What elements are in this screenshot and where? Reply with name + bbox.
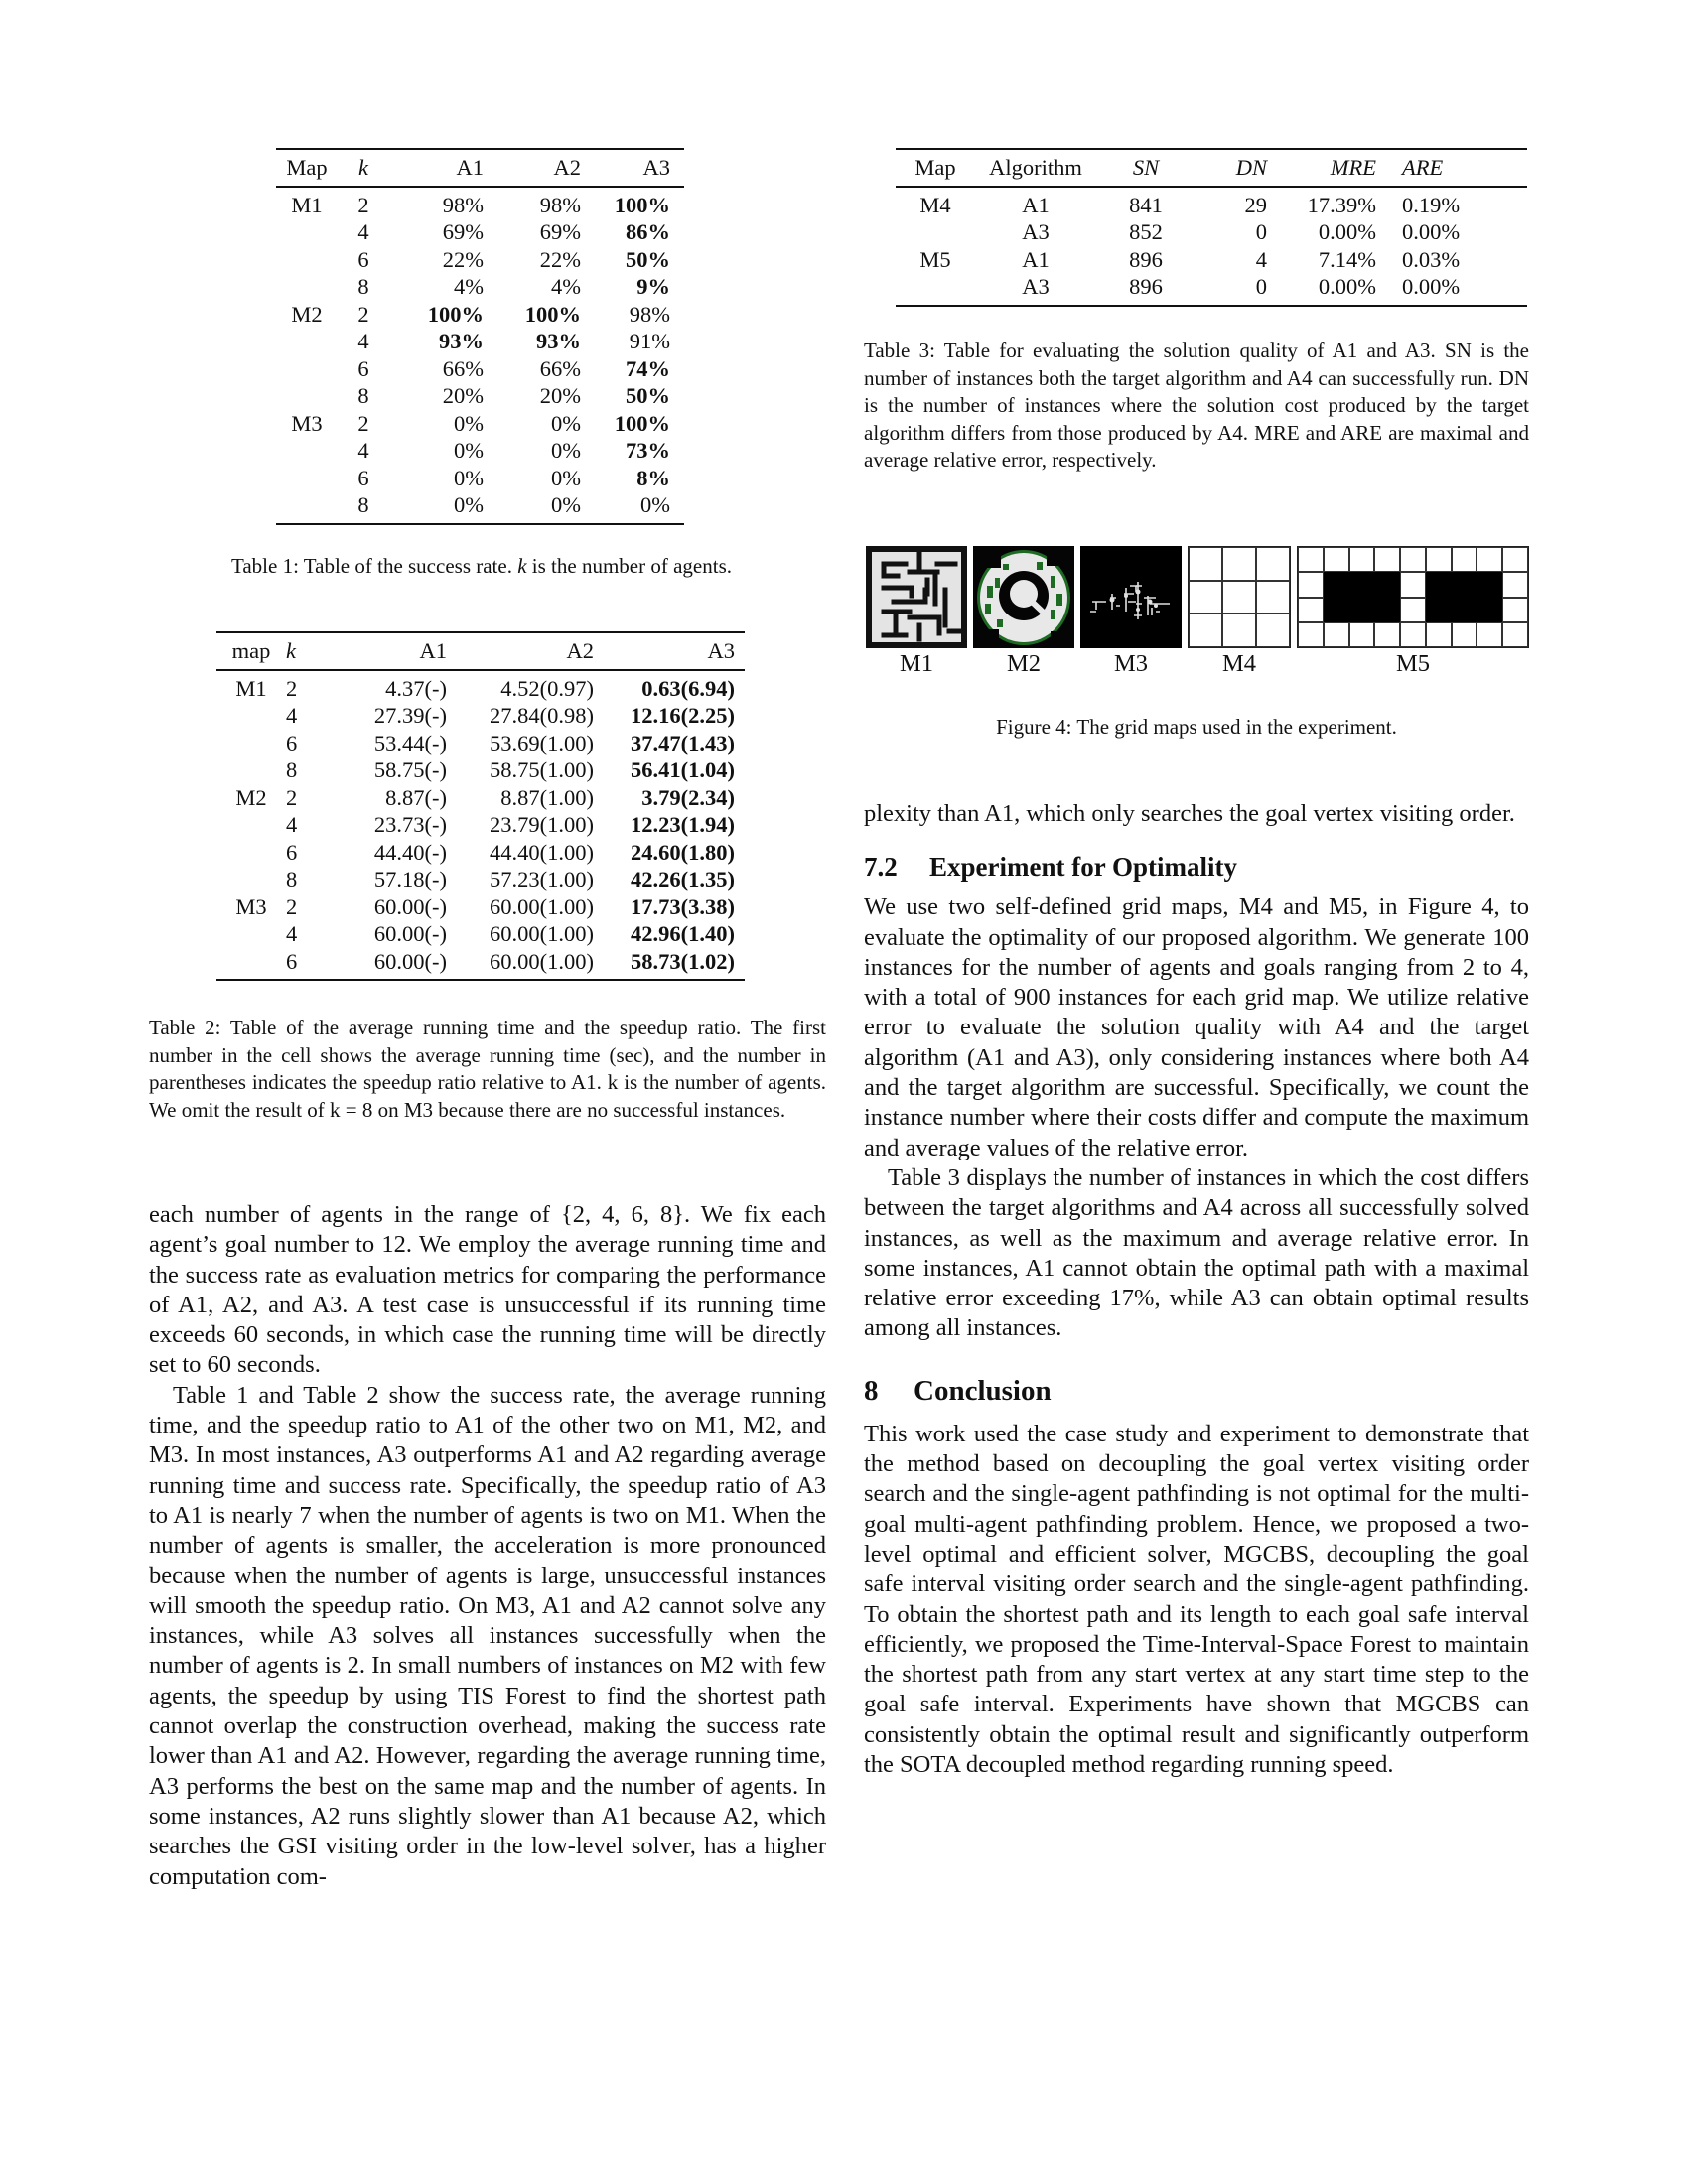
cell-a2: 22% [539,246,581,272]
cell-a1: 69% [442,219,484,244]
cell-sn: 896 [1129,274,1163,299]
cell-k: 6 [286,948,298,974]
cell-a2: 0% [551,410,581,436]
grid-cell [1256,547,1290,581]
map-label-m5: M5 [1395,650,1431,677]
grid-cell [1400,572,1426,597]
table-row [276,328,684,355]
map-label-m2: M2 [1006,650,1042,677]
header-algorithm: Algorithm [989,155,1082,180]
header-are: ARE [1402,155,1444,180]
cell-a3: 73% [626,438,670,463]
cell-a2: 60.00(1.00) [490,921,594,946]
grid-cell [1374,598,1400,622]
map-label-m4: M4 [1221,650,1257,677]
cell-a3: 74% [626,355,670,381]
table-row [216,811,745,839]
table-row [276,246,684,274]
header-map: Map [286,155,328,180]
cell-alg: A3 [1022,219,1050,244]
table-row [216,702,745,730]
grid-cell [1324,622,1349,647]
cell-a1: 0% [454,410,484,436]
table-2-grid [216,631,745,981]
cell-k: 6 [286,730,298,755]
cell-a1: 60.00(-) [373,893,447,919]
circular-map-icon [973,546,1074,648]
cell-map [276,273,338,301]
table-row [216,920,745,948]
cell-k: 4 [286,921,298,946]
cell-alg: A1 [1022,246,1050,272]
cell-dn: 4 [1255,246,1267,272]
grid-cell [1222,614,1256,647]
cell-map [896,273,975,306]
cell-a1: 4% [454,274,484,299]
cell-k: 6 [357,355,369,381]
cell-k: 6 [357,465,369,490]
cell-a3: 12.23(1.94) [631,812,735,837]
table-row [276,187,684,219]
cell-k: 8 [357,274,369,299]
cell-a2: 69% [539,219,581,244]
grid-cell [1452,547,1477,572]
cell-map: M2 [235,784,267,810]
table-2-body [216,670,745,981]
cell-a2: 60.00(1.00) [490,893,594,919]
section-heading-8 [864,1374,1529,1408]
caption-k-symbol: k [517,554,527,578]
cell-a2: 0% [551,465,581,490]
table-row [216,948,745,981]
cell-a2: 66% [539,355,581,381]
cell-a3: 58.73(1.02) [631,948,735,974]
grid-cell [1426,572,1452,597]
caption-text: is the number of agents. [526,554,732,578]
cell-a1: 44.40(-) [373,839,447,865]
table-3-body [896,187,1527,306]
sparse-map-icon [1080,546,1182,648]
left-column-text [149,1200,826,1892]
cell-a2: 20% [539,383,581,408]
grid-cell [1349,572,1375,597]
cell-a2: 4% [551,274,581,299]
cell-a3: 17.73(3.38) [631,893,735,919]
cell-are: 0.00% [1402,274,1461,299]
cell-a3: 3.79(2.34) [641,784,735,810]
cell-map [216,948,286,981]
cell-mre: 0.00% [1318,219,1376,244]
cell-a2: 100% [524,301,581,327]
cell-a2: 27.84(0.98) [490,703,594,728]
grid-cell [1502,622,1528,647]
grid-cell [1374,622,1400,647]
grid-cell [1349,598,1375,622]
grid-cell [1324,547,1349,572]
cell-dn: 29 [1244,192,1267,217]
cell-alg: A1 [1022,192,1050,217]
cell-a1: 100% [427,301,484,327]
table-row [896,246,1527,274]
cell-map [276,218,338,246]
cell-map [276,382,338,410]
header-a1: A1 [419,638,447,663]
cell-a3: 24.60(1.80) [631,839,735,865]
header-a3: A3 [707,638,735,663]
cell-k: 6 [286,839,298,865]
cell-a3: 0% [640,492,670,517]
table-3-caption: Table 3: Table for evaluating the solution quality of A1 and A3. SN is the number of instances both the target algorithm and A4 can successfully run. DN is the number of instances where the solution cost produced by the target algorithm differs from those produced by A4. MRE and ARE are maximal and average relative error, respectively. [864,339,1529,472]
grid-cell [1298,547,1324,572]
grid-cell [1349,622,1375,647]
map-m2-image [973,546,1074,648]
map-m5-grid [1297,546,1529,648]
table-2-header-row [216,632,745,670]
cell-mre: 0.00% [1318,274,1376,299]
cell-a1: 0% [454,465,484,490]
cell-a3: 8% [636,465,670,490]
grid-cell [1426,547,1452,572]
cell-k: 2 [357,192,369,217]
cell-map [896,218,975,246]
header-k: k [286,638,296,663]
header-dn: DN [1235,155,1267,180]
paragraph: Table 1 and Table 2 show the success rate, the average running time, and the speedup ratio to A1 of the other two on M1, M2, and M3. In most instances, A3 outperforms A1 and A2 regarding average running time and success rate. Specifically, the speedup ratio of A3 to A1 is nearly 7 when the number of agents is two on M1. When the number of agents is smaller, the acceleration is more pronounced because when the number of agents is large, unsuccessful instances will smooth the speedup ratio. On M3, A1 and A2 cannot solve any instances, while A3 solves all instances successfully when the number of agents is 2. In small numbers of instances on M2 with few agents, the speedup by using TIS Forest to find the shortest path cannot overlap the construction overhead, making the success rate lower than A1 and A2. However, regarding the average running time, A3 performs the best on the same map and the number of agents. In some instances, A2 runs slightly slower than A1 because A2, which searches the GSI visiting order in the low-level solver, has a higher computation com- [149,1381,826,1890]
cell-map: M3 [291,410,323,436]
table-2-caption: Table 2: Table of the average running time and the speedup ratio. The first number in the cell shows the average running time (sec), and the number in parentheses indicates the speedup ratio relative to A1. k is the number of agents. We omit the result of k = 8 on M3 because there are no successful instances. [149,1016,826,1122]
grid-cell [1400,622,1426,647]
cell-a2: 53.69(1.00) [490,730,594,755]
cell-k: 4 [357,219,369,244]
table-row [896,187,1527,219]
cell-k: 4 [357,438,369,463]
paragraph: This work used the case study and experiment to demonstrate that the method based on decoupling the goal vertex visiting order search and the single-agent pathfinding is not optimal for the multi-goal multi-agent pathfinding problem. Hence, we proposed a two-level optimal and efficient solver, MGCBS, decoupling the goal safe interval visiting order search and the single-agent pathfinding. To obtain the shortest path and its length to each goal safe interval efficiently, we proposed the Time-Interval-Space Forest to maintain the shortest path from any start vertex at any start time step to the goal safe interval. Experiments have shown that MGCBS can consistently obtain the optimal result and significantly outperform the SOTA decoupled method regarding running speed. [864,1420,1529,1779]
cell-a3: 0.63(6.94) [641,675,735,701]
table-row [276,410,684,438]
cell-map: M5 [919,246,951,272]
section-number: 8 [864,1374,879,1407]
grid-cell [1374,572,1400,597]
table-3-grid [896,148,1527,307]
cell-dn: 0 [1255,274,1267,299]
grid-cell [1400,547,1426,572]
table-row [216,730,745,757]
header-k: k [358,155,368,180]
cell-map [216,920,286,948]
figure-4 [864,541,1529,680]
table-1-body [276,187,684,524]
table-1-caption [149,553,814,581]
caption-text: Table 1: Table of the success rate. [230,554,518,578]
grid-cell [1189,614,1222,647]
cell-k: 2 [286,784,298,810]
cell-k: 8 [357,383,369,408]
table-1 [276,148,684,525]
cell-k: 8 [286,757,298,782]
cell-a2: 93% [536,329,581,353]
cell-a1: 27.39(-) [373,703,447,728]
cell-a3: 12.16(2.25) [631,703,735,728]
grid-cell [1374,547,1400,572]
section-number: 7.2 [864,852,898,883]
cell-k: 4 [357,329,369,353]
grid-cell [1189,581,1222,614]
header-a3: A3 [642,155,670,180]
map-m3-image [1080,546,1182,648]
cell-map [276,465,338,492]
cell-a3: 42.96(1.40) [631,921,735,946]
table-3-header-row [896,149,1527,187]
grid-cell [1502,547,1528,572]
cell-a2: 98% [539,192,581,217]
cell-a1: 22% [442,246,484,272]
maze-icon [866,546,967,648]
grid-cell [1452,598,1477,622]
cell-a1: 0% [454,438,484,463]
table-1-header-row [276,149,684,187]
grid-cell [1324,572,1349,597]
cell-map: M2 [291,301,323,327]
cell-are: 0.00% [1402,219,1461,244]
cell-alg: A3 [1022,274,1050,299]
header-a2: A2 [566,638,594,663]
cell-map [216,811,286,839]
cell-a3: 50% [626,246,670,272]
cell-a2: 23.79(1.00) [490,812,594,837]
cell-k: 2 [286,893,298,919]
cell-are: 0.03% [1402,246,1461,272]
paragraph: We use two self-defined grid maps, M4 and M5, in Figure 4, to evaluate the optimality of our proposed algorithm. We generate 100 instances for the number of agents and goals ranging from 2 to 4, with a total of 900 instances for each grid map. We utilize relative error to evaluate the solution quality with A4 and the target algorithm (A1 and A3), only considering instances where both A4 and the target algorithm are successful. Specifically, we count the instance number where their costs differ and compute the maximum and average values of the relative error. [864,893,1529,1161]
grid-cell [1298,622,1324,647]
table-row [276,273,684,301]
grid-cell [1477,622,1502,647]
cell-a2: 0% [551,492,581,517]
table-row [276,491,684,524]
section-title: Conclusion [914,1374,1052,1407]
table-row [896,218,1527,246]
table-2 [216,631,745,981]
cell-k: 2 [357,410,369,436]
grid-cell [1426,622,1452,647]
cell-a2: 57.23(1.00) [490,867,594,891]
table-row [216,756,745,784]
table-row [276,218,684,246]
table-row [276,301,684,329]
cell-sn: 841 [1129,192,1163,217]
cell-map [276,328,338,355]
cell-map: M4 [919,192,951,217]
paragraph: plexity than A1, which only searches the goal vertex visiting order. [864,800,1515,827]
cell-a1: 20% [442,383,484,408]
grid-cell [1189,547,1222,581]
cell-a3: 91% [629,329,670,353]
map-label-m3: M3 [1113,650,1149,677]
cell-sn: 896 [1129,246,1163,272]
map-m1-image [866,546,967,648]
cell-a2: 44.40(1.00) [490,839,594,865]
table-row [896,273,1527,306]
cell-a3: 37.47(1.43) [631,730,735,755]
grid-cell [1502,572,1528,597]
grid-cell [1477,547,1502,572]
cell-k: 4 [286,703,298,728]
table-1-grid [276,148,684,525]
grid-cell [1477,572,1502,597]
cell-dn: 0 [1255,219,1267,244]
cell-a3: 56.41(1.04) [631,757,735,782]
header-a2: A2 [553,155,581,180]
cell-map [216,756,286,784]
header-a1: A1 [456,155,484,180]
paragraph: each number of agents in the range of {2, 4, 6, 8}. We fix each agent’s goal number to 12. We employ the average running time and the success rate as evaluation metrics for comparing the performance of A1, A2, and A3. A test case is unsuccessful if its running time exceeds 60 seconds, in which case the running time will be directly set to 60 seconds. [149,1201,826,1379]
cell-map [276,246,338,274]
paragraph: Table 3 displays the number of instances in which the cost differs between the target algorithms and A4 across all successfully solved instances, as well as the maximum and average relative error. In some instances, A1 cannot obtain the optimal path with a maximal relative error exceeding 17%, while A3 can obtain optimal results among all instances. [864,1163,1529,1342]
grid-cell [1452,572,1477,597]
table-row [276,465,684,492]
table-row [216,893,745,921]
cell-k: 8 [357,492,369,517]
cell-map [216,702,286,730]
header-sn: SN [1132,155,1160,180]
cell-a2: 60.00(1.00) [490,948,594,974]
table-row [276,355,684,383]
table-row [216,866,745,893]
cell-k: 6 [357,246,369,272]
grid-cell [1222,581,1256,614]
cell-a1: 60.00(-) [373,948,447,974]
cell-a1: 0% [454,492,484,517]
header-mre: MRE [1330,155,1376,180]
cell-k: 8 [286,867,298,891]
cell-are: 0.19% [1402,192,1461,217]
cell-k: 2 [286,675,298,701]
grid-cell [1426,598,1452,622]
grid-cell [1298,598,1324,622]
cell-map [216,839,286,867]
table-row [216,670,745,703]
cell-a3: 100% [614,410,670,436]
cell-a1: 93% [439,329,484,353]
right-column-text [864,799,1529,1780]
cell-a3: 86% [626,219,670,244]
grid-cell [1256,614,1290,647]
grid-cell [1324,598,1349,622]
section-title: Experiment for Optimality [929,852,1237,883]
grid-cell [1222,547,1256,581]
cell-a2: 4.52(0.97) [500,675,594,701]
header-map: Map [914,155,956,180]
cell-map [216,866,286,893]
grid-cell [1400,598,1426,622]
cell-k: 4 [286,812,298,837]
grid-cell [1298,572,1324,597]
table-row [276,382,684,410]
cell-map [276,437,338,465]
map-label-m1: M1 [899,650,934,677]
cell-map [276,355,338,383]
grid-cell [1256,581,1290,614]
table-3 [896,148,1527,307]
grid-cell [1502,598,1528,622]
cell-a3: 100% [614,192,670,217]
grid-cell [1349,547,1375,572]
cell-mre: 17.39% [1307,192,1376,217]
cell-map: M1 [235,675,267,701]
cell-a1: 60.00(-) [373,921,447,946]
cell-a1: 4.37(-) [385,675,447,701]
cell-a3: 50% [626,383,670,408]
cell-a1: 98% [442,192,484,217]
grid-cell [1477,598,1502,622]
cell-a1: 66% [442,355,484,381]
cell-a3: 98% [629,301,670,327]
cell-a1: 8.87(-) [385,784,447,810]
cell-map [276,491,338,524]
cell-a1: 58.75(-) [373,757,447,782]
cell-a2: 58.75(1.00) [490,757,594,782]
cell-sn: 852 [1129,219,1163,244]
table-row [276,437,684,465]
cell-a1: 23.73(-) [373,812,447,837]
cell-a2: 0% [551,438,581,463]
header-map: map [231,638,271,663]
cell-mre: 7.14% [1318,246,1376,272]
table-row [216,839,745,867]
cell-k: 2 [357,301,369,327]
cell-a1: 57.18(-) [373,867,447,891]
figure-4-caption: Figure 4: The grid maps used in the experiment. [996,715,1397,739]
section-heading-7-2 [864,851,1529,883]
cell-map: M1 [291,192,323,217]
cell-a2: 8.87(1.00) [500,784,594,810]
cell-a3: 42.26(1.35) [631,867,735,891]
cell-a3: 9% [636,274,670,299]
map-m4-grid [1188,546,1291,648]
cell-map: M3 [235,893,267,919]
table-row [216,784,745,812]
grid-cell [1452,622,1477,647]
cell-map [216,730,286,757]
cell-a1: 53.44(-) [373,730,447,755]
